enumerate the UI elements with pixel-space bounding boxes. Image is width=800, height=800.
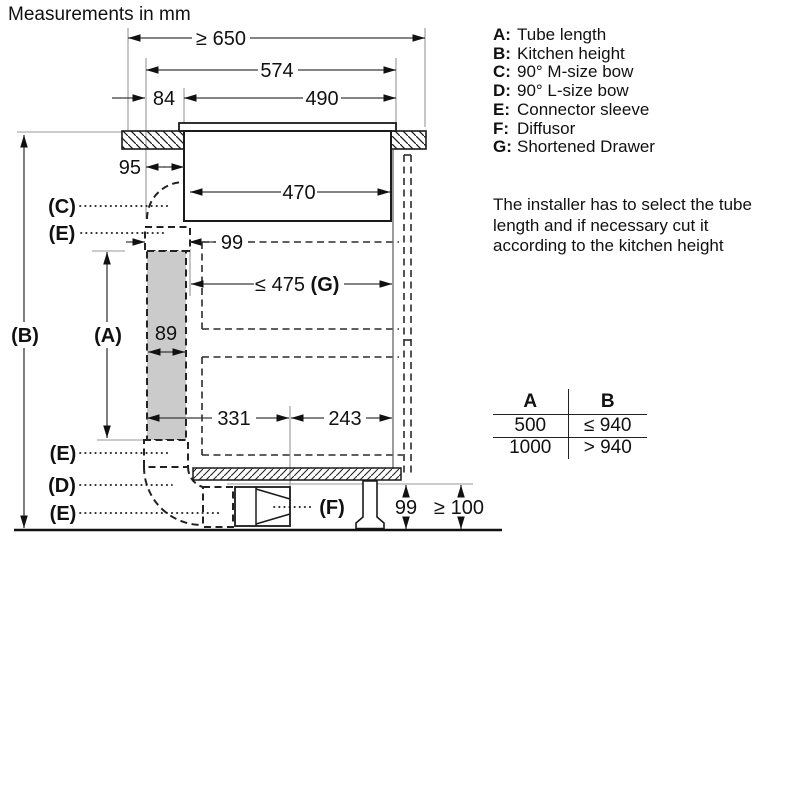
connector-sleeve-bottom	[203, 487, 233, 527]
table-row	[493, 437, 647, 460]
dim-drawer-ref: (G)	[310, 274, 340, 296]
legend-label: Shortened Drawer	[517, 137, 655, 157]
installation-diagram	[0, 0, 510, 556]
dim-drawer-depth: ≤ 475	[255, 274, 305, 296]
legend-item-f	[493, 120, 655, 139]
dim-tube-offset: 95	[118, 157, 141, 179]
label-diffusor: (F)	[319, 497, 345, 519]
installer-note: The installer has to select the tube length and if necessary cut it according to the kitchen height	[493, 195, 752, 255]
legend-key: E:	[493, 99, 510, 119]
cabinet-foot	[356, 481, 384, 529]
legend-item-b	[493, 45, 655, 64]
legend-item-a	[493, 26, 655, 45]
cabinet-bottom-panel	[193, 468, 401, 480]
legend-key: G:	[493, 137, 512, 157]
table-header-row	[493, 389, 647, 414]
legend-label: Diffusor	[517, 118, 576, 138]
dim-edge-offset: 84	[152, 88, 176, 110]
page-title: Measurements in mm	[8, 4, 191, 25]
label-bow-d: (D)	[48, 475, 76, 497]
worktop-hatch-left	[122, 131, 184, 149]
dim-hob-inner: 470	[282, 182, 316, 204]
dim-cutout-width: 490	[305, 88, 339, 110]
hob-body	[184, 131, 391, 221]
dim-worktop-min: ≥ 650	[196, 28, 246, 50]
label-sleeve-mid: (E)	[49, 443, 77, 465]
legend-key: B:	[493, 43, 511, 63]
label-leaders	[80, 206, 314, 513]
connector-sleeve-top	[145, 227, 190, 251]
diffusor	[235, 487, 290, 526]
label-bow-c: (C)	[48, 196, 76, 218]
legend	[493, 26, 655, 157]
dim-tube-width: 89	[154, 323, 178, 345]
table-cell-b: ≤ 940	[584, 414, 632, 436]
legend-label: Tube length	[517, 25, 607, 44]
legend-item-d	[493, 82, 655, 101]
legend-item-g	[493, 138, 655, 157]
table-cell-a: 500	[493, 415, 569, 437]
label-sleeve-top: (E)	[48, 223, 76, 245]
legend-key: A:	[493, 25, 511, 44]
hob-glass-plate	[179, 123, 396, 131]
table-header-a: A	[493, 389, 569, 414]
connector-sleeve-mid	[144, 440, 188, 467]
label-kitchen-height: (B)	[11, 325, 39, 347]
dim-overall-width: 574	[260, 60, 294, 82]
table-cell-a: 1000	[493, 438, 569, 460]
tube	[147, 251, 186, 440]
label-sleeve-bottom: (E)	[49, 503, 77, 525]
legend-label: Kitchen height	[517, 43, 625, 63]
dim-plinth-height: 99	[394, 497, 418, 519]
legend-label: Connector sleeve	[517, 99, 650, 119]
dim-duct-left: 331	[217, 408, 251, 430]
legend-label: 90° M-size bow	[517, 62, 634, 82]
legend-key: D:	[493, 81, 511, 101]
tube-length-table	[493, 389, 647, 459]
legend-item-c	[493, 63, 655, 82]
label-tube-length: (A)	[94, 325, 122, 347]
dim-plinth-min: ≥ 100	[434, 497, 484, 519]
worktop-hatch-right	[391, 131, 426, 149]
bow-c-arc	[147, 182, 184, 219]
legend-item-e	[493, 101, 655, 120]
table-cell-b: > 940	[583, 437, 632, 459]
legend-key: F:	[493, 118, 510, 138]
legend-key: C:	[493, 62, 511, 82]
table-header-b: B	[600, 390, 615, 412]
table-row	[493, 414, 647, 437]
legend-label: 90° L-size bow	[517, 81, 629, 101]
dim-sleeve-length: 99	[220, 232, 244, 254]
dim-duct-right: 243	[328, 408, 362, 430]
